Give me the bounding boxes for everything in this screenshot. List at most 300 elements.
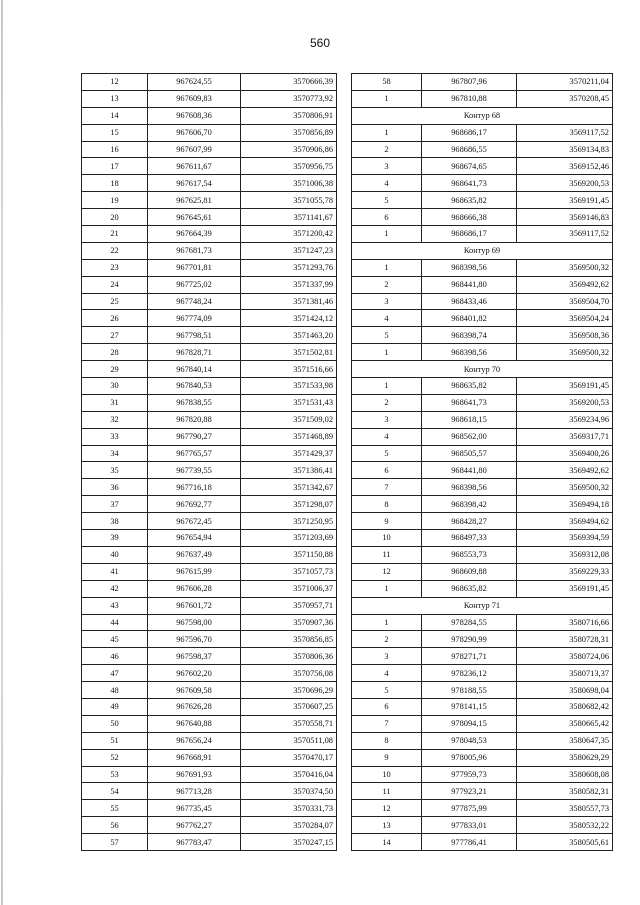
table-row <box>82 124 337 141</box>
table-row <box>352 411 613 428</box>
x-coordinate-cell: 968562,00 <box>422 428 517 445</box>
x-coordinate-cell: 968553,73 <box>422 546 517 563</box>
point-number-cell: 1 <box>352 614 422 631</box>
point-number-cell: 3 <box>352 648 422 665</box>
x-coordinate-cell: 967774,09 <box>148 310 241 327</box>
table-row <box>352 580 613 597</box>
table-row <box>82 800 337 817</box>
x-coordinate-cell: 967725,02 <box>148 276 241 293</box>
table-row <box>352 293 613 310</box>
table-row <box>82 158 337 175</box>
y-coordinate-cell: 3570696,29 <box>241 682 337 699</box>
table-row <box>82 513 337 530</box>
y-coordinate-cell: 3571533,98 <box>241 378 337 395</box>
contour-header-row <box>352 242 613 259</box>
y-coordinate-cell: 3571057,73 <box>241 563 337 580</box>
contour-header-row <box>352 597 613 614</box>
point-number-cell: 1 <box>352 90 422 107</box>
x-coordinate-cell: 967810,88 <box>422 90 517 107</box>
table-row <box>352 310 613 327</box>
y-coordinate-cell: 3569500,32 <box>517 479 613 496</box>
point-number-cell: 12 <box>82 74 148 91</box>
table-row <box>352 445 613 462</box>
point-number-cell: 5 <box>352 192 422 209</box>
point-number-cell: 28 <box>82 344 148 361</box>
x-coordinate-cell: 967762,27 <box>148 817 241 834</box>
point-number-cell: 35 <box>82 462 148 479</box>
table-row <box>82 496 337 513</box>
point-number-cell: 2 <box>352 631 422 648</box>
table-row <box>352 276 613 293</box>
y-coordinate-cell: 3569494,62 <box>517 513 613 530</box>
x-coordinate-cell: 967645,61 <box>148 209 241 226</box>
y-coordinate-cell: 3580728,31 <box>517 631 613 648</box>
table-row <box>82 107 337 124</box>
y-coordinate-cell: 3571429,37 <box>241 445 337 462</box>
y-coordinate-cell: 3570607,25 <box>241 698 337 715</box>
y-coordinate-cell: 3570956,75 <box>241 158 337 175</box>
x-coordinate-cell: 967828,71 <box>148 344 241 361</box>
y-coordinate-cell: 3569200,53 <box>517 394 613 411</box>
point-number-cell: 4 <box>352 310 422 327</box>
y-coordinate-cell: 3569500,32 <box>517 259 613 276</box>
table-row <box>352 800 613 817</box>
x-coordinate-cell: 968686,17 <box>422 124 517 141</box>
contour-header: Контур 69 <box>352 242 613 259</box>
point-number-cell: 53 <box>82 766 148 783</box>
x-coordinate-cell: 968635,82 <box>422 192 517 209</box>
table-row <box>82 394 337 411</box>
x-coordinate-cell: 968666,38 <box>422 209 517 226</box>
table-row <box>82 817 337 834</box>
x-coordinate-cell: 967739,55 <box>148 462 241 479</box>
point-number-cell: 2 <box>352 141 422 158</box>
table-row <box>352 158 613 175</box>
y-coordinate-cell: 3570856,89 <box>241 124 337 141</box>
x-coordinate-cell: 968635,82 <box>422 378 517 395</box>
table-row <box>82 462 337 479</box>
point-number-cell: 24 <box>82 276 148 293</box>
y-coordinate-cell: 3570806,91 <box>241 107 337 124</box>
point-number-cell: 46 <box>82 648 148 665</box>
x-coordinate-cell: 967609,58 <box>148 682 241 699</box>
point-number-cell: 13 <box>82 90 148 107</box>
x-coordinate-cell: 968635,82 <box>422 580 517 597</box>
y-coordinate-cell: 3571386,41 <box>241 462 337 479</box>
y-coordinate-cell: 3569500,32 <box>517 344 613 361</box>
x-coordinate-cell: 977786,41 <box>422 834 517 851</box>
y-coordinate-cell: 3569492,62 <box>517 462 613 479</box>
point-number-cell: 16 <box>82 141 148 158</box>
table-row <box>352 496 613 513</box>
point-number-cell: 5 <box>352 327 422 344</box>
point-number-cell: 43 <box>82 597 148 614</box>
point-number-cell: 9 <box>352 749 422 766</box>
table-row <box>82 580 337 597</box>
point-number-cell: 1 <box>352 378 422 395</box>
y-coordinate-cell: 3570511,08 <box>241 732 337 749</box>
x-coordinate-cell: 968674,65 <box>422 158 517 175</box>
table-row <box>352 817 613 834</box>
y-coordinate-cell: 3571293,76 <box>241 259 337 276</box>
table-row <box>352 513 613 530</box>
point-number-cell: 6 <box>352 698 422 715</box>
x-coordinate-cell: 978236,12 <box>422 665 517 682</box>
x-coordinate-cell: 968398,56 <box>422 344 517 361</box>
x-coordinate-cell: 967790,27 <box>148 428 241 445</box>
x-coordinate-cell: 968497,33 <box>422 530 517 547</box>
point-number-cell: 12 <box>352 563 422 580</box>
point-number-cell: 19 <box>82 192 148 209</box>
y-coordinate-cell: 3571516,66 <box>241 361 337 378</box>
point-number-cell: 4 <box>352 428 422 445</box>
table-row <box>82 631 337 648</box>
x-coordinate-cell: 968618,15 <box>422 411 517 428</box>
table-row <box>82 327 337 344</box>
x-coordinate-cell: 967609,83 <box>148 90 241 107</box>
y-coordinate-cell: 3580647,35 <box>517 732 613 749</box>
y-coordinate-cell: 3580724,06 <box>517 648 613 665</box>
x-coordinate-cell: 978141,15 <box>422 698 517 715</box>
y-coordinate-cell: 3570558,71 <box>241 715 337 732</box>
point-number-cell: 55 <box>82 800 148 817</box>
y-coordinate-cell: 3580682,42 <box>517 698 613 715</box>
table-row <box>82 546 337 563</box>
x-coordinate-cell: 967626,28 <box>148 698 241 715</box>
point-number-cell: 1 <box>352 580 422 597</box>
point-number-cell: 37 <box>82 496 148 513</box>
y-coordinate-cell: 3569504,24 <box>517 310 613 327</box>
x-coordinate-cell: 978271,71 <box>422 648 517 665</box>
x-coordinate-cell: 968686,55 <box>422 141 517 158</box>
table-row <box>82 361 337 378</box>
point-number-cell: 38 <box>82 513 148 530</box>
table-row <box>82 242 337 259</box>
point-number-cell: 3 <box>352 411 422 428</box>
table-row <box>352 124 613 141</box>
table-row <box>352 462 613 479</box>
table-row <box>352 715 613 732</box>
point-number-cell: 54 <box>82 783 148 800</box>
x-coordinate-cell: 968441,80 <box>422 276 517 293</box>
table-row <box>352 546 613 563</box>
table-row <box>352 74 613 91</box>
y-coordinate-cell: 3571200,42 <box>241 226 337 243</box>
x-coordinate-cell: 967701,81 <box>148 259 241 276</box>
y-coordinate-cell: 3580698,04 <box>517 682 613 699</box>
point-number-cell: 11 <box>352 546 422 563</box>
point-number-cell: 52 <box>82 749 148 766</box>
point-number-cell: 13 <box>352 817 422 834</box>
point-number-cell: 21 <box>82 226 148 243</box>
y-coordinate-cell: 3570806,36 <box>241 648 337 665</box>
y-coordinate-cell: 3571463,20 <box>241 327 337 344</box>
y-coordinate-cell: 3571502,81 <box>241 344 337 361</box>
point-number-cell: 2 <box>352 394 422 411</box>
y-coordinate-cell: 3569146,83 <box>517 209 613 226</box>
x-coordinate-cell: 967611,67 <box>148 158 241 175</box>
x-coordinate-cell: 978048,53 <box>422 732 517 749</box>
x-coordinate-cell: 967607,99 <box>148 141 241 158</box>
x-coordinate-cell: 968641,73 <box>422 394 517 411</box>
table-row <box>352 259 613 276</box>
x-coordinate-cell: 977875,99 <box>422 800 517 817</box>
y-coordinate-cell: 3569191,45 <box>517 192 613 209</box>
y-coordinate-cell: 3569191,45 <box>517 378 613 395</box>
y-coordinate-cell: 3571055,78 <box>241 192 337 209</box>
table-row <box>82 310 337 327</box>
table-row <box>82 614 337 631</box>
point-number-cell: 23 <box>82 259 148 276</box>
table-row <box>352 783 613 800</box>
x-coordinate-cell: 968398,42 <box>422 496 517 513</box>
y-coordinate-cell: 3570416,04 <box>241 766 337 783</box>
point-number-cell: 32 <box>82 411 148 428</box>
table-row <box>82 74 337 91</box>
x-coordinate-cell: 967783,47 <box>148 834 241 851</box>
x-coordinate-cell: 967596,70 <box>148 631 241 648</box>
table-row <box>82 597 337 614</box>
y-coordinate-cell: 3569494,18 <box>517 496 613 513</box>
point-number-cell: 6 <box>352 462 422 479</box>
x-coordinate-cell: 967765,57 <box>148 445 241 462</box>
table-row <box>82 783 337 800</box>
point-number-cell: 10 <box>352 530 422 547</box>
y-coordinate-cell: 3571424,12 <box>241 310 337 327</box>
page-number: 560 <box>309 36 331 50</box>
y-coordinate-cell: 3571509,02 <box>241 411 337 428</box>
table-row <box>352 479 613 496</box>
point-number-cell: 40 <box>82 546 148 563</box>
point-number-cell: 22 <box>82 242 148 259</box>
table-row <box>352 766 613 783</box>
table-row <box>82 344 337 361</box>
y-coordinate-cell: 3580713,37 <box>517 665 613 682</box>
point-number-cell: 5 <box>352 445 422 462</box>
y-coordinate-cell: 3571342,67 <box>241 479 337 496</box>
point-number-cell: 29 <box>82 361 148 378</box>
y-coordinate-cell: 3580608,08 <box>517 766 613 783</box>
y-coordinate-cell: 3570331,73 <box>241 800 337 817</box>
x-coordinate-cell: 968686,17 <box>422 226 517 243</box>
point-number-cell: 42 <box>82 580 148 597</box>
point-number-cell: 6 <box>352 209 422 226</box>
table-row <box>82 141 337 158</box>
table-row <box>82 209 337 226</box>
contour-header-row <box>352 107 613 124</box>
x-coordinate-cell: 967838,55 <box>148 394 241 411</box>
y-coordinate-cell: 3580629,29 <box>517 749 613 766</box>
y-coordinate-cell: 3570666,39 <box>241 74 337 91</box>
x-coordinate-cell: 967798,51 <box>148 327 241 344</box>
x-coordinate-cell: 967608,36 <box>148 107 241 124</box>
y-coordinate-cell: 3569234,96 <box>517 411 613 428</box>
table-row <box>82 530 337 547</box>
point-number-cell: 2 <box>352 276 422 293</box>
y-coordinate-cell: 3570907,36 <box>241 614 337 631</box>
x-coordinate-cell: 967602,20 <box>148 665 241 682</box>
table-row <box>352 209 613 226</box>
x-coordinate-cell: 967668,91 <box>148 749 241 766</box>
x-coordinate-cell: 967691,93 <box>148 766 241 783</box>
table-row <box>352 327 613 344</box>
y-coordinate-cell: 3569134,83 <box>517 141 613 158</box>
table-row <box>352 344 613 361</box>
y-coordinate-cell: 3580582,31 <box>517 783 613 800</box>
point-number-cell: 4 <box>352 175 422 192</box>
point-number-cell: 34 <box>82 445 148 462</box>
y-coordinate-cell: 3571298,07 <box>241 496 337 513</box>
y-coordinate-cell: 3580557,73 <box>517 800 613 817</box>
table-row <box>352 226 613 243</box>
x-coordinate-cell: 978290,99 <box>422 631 517 648</box>
point-number-cell: 8 <box>352 496 422 513</box>
table-row <box>82 479 337 496</box>
point-number-cell: 39 <box>82 530 148 547</box>
x-coordinate-cell: 967681,73 <box>148 242 241 259</box>
y-coordinate-cell: 3580505,61 <box>517 834 613 851</box>
y-coordinate-cell: 3571250,95 <box>241 513 337 530</box>
table-row <box>82 276 337 293</box>
table-row <box>352 192 613 209</box>
contour-header: Контур 71 <box>352 597 613 614</box>
x-coordinate-cell: 967735,45 <box>148 800 241 817</box>
y-coordinate-cell: 3571141,67 <box>241 209 337 226</box>
point-number-cell: 3 <box>352 158 422 175</box>
x-coordinate-cell: 968401,82 <box>422 310 517 327</box>
point-number-cell: 26 <box>82 310 148 327</box>
x-coordinate-cell: 977833,01 <box>422 817 517 834</box>
y-coordinate-cell: 3569117,52 <box>517 124 613 141</box>
point-number-cell: 56 <box>82 817 148 834</box>
y-coordinate-cell: 3570773,92 <box>241 90 337 107</box>
y-coordinate-cell: 3570957,71 <box>241 597 337 614</box>
y-coordinate-cell: 3569400,26 <box>517 445 613 462</box>
point-number-cell: 58 <box>352 74 422 91</box>
y-coordinate-cell: 3571203,69 <box>241 530 337 547</box>
table-row <box>82 445 337 462</box>
table-row <box>82 698 337 715</box>
x-coordinate-cell: 968428,27 <box>422 513 517 530</box>
x-coordinate-cell: 978188,55 <box>422 682 517 699</box>
table-row <box>352 834 613 851</box>
table-row <box>352 732 613 749</box>
x-coordinate-cell: 967654,94 <box>148 530 241 547</box>
scan-edge-shadow <box>1 0 3 905</box>
table-row <box>82 428 337 445</box>
point-number-cell: 14 <box>352 834 422 851</box>
y-coordinate-cell: 3569394,59 <box>517 530 613 547</box>
point-number-cell: 30 <box>82 378 148 395</box>
x-coordinate-cell: 967716,18 <box>148 479 241 496</box>
y-coordinate-cell: 3580665,42 <box>517 715 613 732</box>
table-row <box>82 766 337 783</box>
x-coordinate-cell: 968398,74 <box>422 327 517 344</box>
y-coordinate-cell: 3569317,71 <box>517 428 613 445</box>
table-row <box>352 749 613 766</box>
x-coordinate-cell: 968433,46 <box>422 293 517 310</box>
point-number-cell: 44 <box>82 614 148 631</box>
point-number-cell: 27 <box>82 327 148 344</box>
table-row <box>82 682 337 699</box>
table-row <box>352 90 613 107</box>
point-number-cell: 41 <box>82 563 148 580</box>
point-number-cell: 10 <box>352 766 422 783</box>
x-coordinate-cell: 967820,88 <box>148 411 241 428</box>
table-row <box>352 175 613 192</box>
x-coordinate-cell: 967713,28 <box>148 783 241 800</box>
y-coordinate-cell: 3571531,43 <box>241 394 337 411</box>
x-coordinate-cell: 967598,37 <box>148 648 241 665</box>
x-coordinate-cell: 967807,96 <box>422 74 517 91</box>
y-coordinate-cell: 3569152,46 <box>517 158 613 175</box>
y-coordinate-cell: 3569200,53 <box>517 175 613 192</box>
point-number-cell: 9 <box>352 513 422 530</box>
left-coordinates-table <box>81 73 337 851</box>
y-coordinate-cell: 3571150,88 <box>241 546 337 563</box>
point-number-cell: 31 <box>82 394 148 411</box>
point-number-cell: 15 <box>82 124 148 141</box>
point-number-cell: 5 <box>352 682 422 699</box>
x-coordinate-cell: 967598,00 <box>148 614 241 631</box>
x-coordinate-cell: 967672,45 <box>148 513 241 530</box>
contour-header: Контур 70 <box>352 361 613 378</box>
x-coordinate-cell: 968398,56 <box>422 479 517 496</box>
point-number-cell: 3 <box>352 293 422 310</box>
table-row <box>82 715 337 732</box>
point-number-cell: 33 <box>82 428 148 445</box>
table-row <box>352 665 613 682</box>
point-number-cell: 14 <box>82 107 148 124</box>
y-coordinate-cell: 3570284,07 <box>241 817 337 834</box>
x-coordinate-cell: 968641,73 <box>422 175 517 192</box>
y-coordinate-cell: 3569191,45 <box>517 580 613 597</box>
point-number-cell: 25 <box>82 293 148 310</box>
y-coordinate-cell: 3580716,66 <box>517 614 613 631</box>
contour-header: Контур 68 <box>352 107 613 124</box>
y-coordinate-cell: 3571381,46 <box>241 293 337 310</box>
table-row <box>352 648 613 665</box>
table-row <box>352 141 613 158</box>
x-coordinate-cell: 967692,77 <box>148 496 241 513</box>
point-number-cell: 1 <box>352 344 422 361</box>
y-coordinate-cell: 3570756,08 <box>241 665 337 682</box>
y-coordinate-cell: 3569492,62 <box>517 276 613 293</box>
x-coordinate-cell: 967625,81 <box>148 192 241 209</box>
point-number-cell: 8 <box>352 732 422 749</box>
table-row <box>352 698 613 715</box>
point-number-cell: 1 <box>352 124 422 141</box>
x-coordinate-cell: 968505,57 <box>422 445 517 462</box>
point-number-cell: 50 <box>82 715 148 732</box>
x-coordinate-cell: 967601,72 <box>148 597 241 614</box>
right-table-body <box>352 74 613 851</box>
y-coordinate-cell: 3570374,50 <box>241 783 337 800</box>
y-coordinate-cell: 3569504,70 <box>517 293 613 310</box>
y-coordinate-cell: 3569229,33 <box>517 563 613 580</box>
y-coordinate-cell: 3569312,08 <box>517 546 613 563</box>
x-coordinate-cell: 967606,70 <box>148 124 241 141</box>
x-coordinate-cell: 967624,55 <box>148 74 241 91</box>
x-coordinate-cell: 967656,24 <box>148 732 241 749</box>
table-row <box>82 226 337 243</box>
y-coordinate-cell: 3571337,99 <box>241 276 337 293</box>
point-number-cell: 48 <box>82 682 148 699</box>
y-coordinate-cell: 3571247,23 <box>241 242 337 259</box>
table-row <box>82 192 337 209</box>
x-coordinate-cell: 968441,80 <box>422 462 517 479</box>
y-coordinate-cell: 3570470,17 <box>241 749 337 766</box>
